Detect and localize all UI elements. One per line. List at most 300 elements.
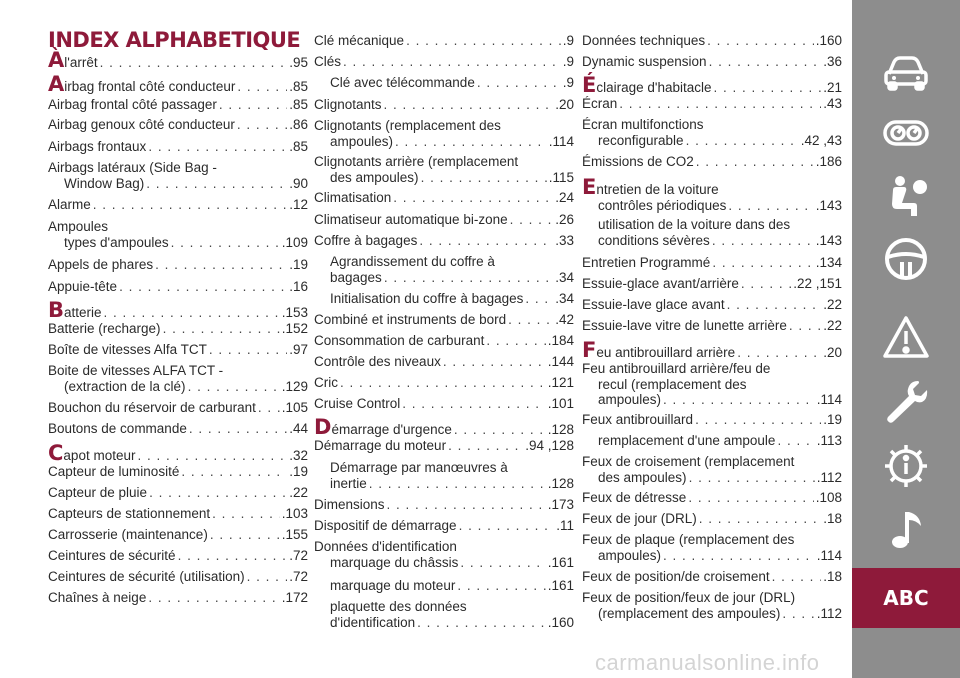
page-number[interactable]: .121 [547,375,574,390]
page-number[interactable]: .22 [823,318,842,333]
entry-label: Batterie (recharge) [48,321,161,336]
index-entry[interactable] [48,197,308,213]
page-number[interactable]: .26 [555,212,574,227]
entry-label: Clé mécanique [314,33,405,48]
entry-label: Boite de vitesses ALFA TCT - [48,363,224,378]
dot-leader [712,233,814,249]
dot-leader [737,345,821,361]
dot-leader [369,476,546,492]
dot-leader [93,197,287,213]
page-number[interactable]: .44 [289,421,308,436]
airbag-seat-icon[interactable] [880,170,932,222]
index-entry[interactable] [48,139,308,155]
entry-label: Agrandissement du coffre à [330,254,495,269]
page-number[interactable]: .19 [289,464,308,479]
index-entry[interactable] [582,154,842,170]
page-number[interactable]: .153 [281,305,308,320]
index-entry[interactable] [48,590,308,606]
dot-leader [525,291,553,307]
entry-label: plaquette des données [330,599,467,614]
dot-leader [686,133,799,149]
page-number[interactable]: .34 [555,291,574,306]
entry-label: Essuie-glace avant/arrière [582,276,739,291]
page-number[interactable]: .24 [555,190,574,205]
entry-label: Boutons de commande [48,421,187,436]
dot-leader [459,518,555,534]
index-entry[interactable] [314,415,574,439]
entry-label: Feux de plaque (remplacement des [582,532,795,547]
page-number[interactable]: .42 ,43 [800,132,842,148]
dot-leader [148,139,287,155]
dot-leader [163,321,280,337]
dot-leader [178,548,288,564]
entry-label: Capteur de luminosité [48,464,180,479]
index-entry[interactable] [314,291,574,307]
page-number[interactable]: .114 [816,547,842,563]
index-entry[interactable] [48,279,308,295]
entry-label: Bouchon du réservoir de carburant [48,400,256,415]
index-letter: C [48,441,64,465]
index-entry[interactable] [314,578,574,594]
dot-leader [188,379,280,395]
page-number[interactable]: .19 [289,257,308,272]
page-number[interactable]: .94 ,128 [525,438,574,453]
index-entry[interactable] [48,117,308,133]
page-number[interactable]: .85 [289,79,308,94]
index-entry[interactable] [582,532,842,563]
page-number[interactable]: .172 [281,590,308,605]
dot-leader [510,212,554,228]
wrench-icon[interactable] [880,375,932,427]
page-number[interactable]: .103 [281,506,308,521]
index-entry[interactable] [48,441,308,465]
dot-leader [709,54,822,70]
watermark: carmanualsonline.info [595,650,820,675]
index-entry[interactable] [314,118,574,149]
dot-leader [387,497,546,513]
index-entry[interactable] [582,338,842,362]
index-entry[interactable] [582,217,842,248]
dot-leader [155,257,287,273]
page-number[interactable]: .42 [555,312,574,327]
dot-leader [258,400,280,416]
dot-leader [119,279,287,295]
page-number[interactable]: .90 [289,175,308,191]
entry-label: Capteur de pluie [48,485,148,500]
entry-label: des ampoules) [598,469,687,485]
page-number[interactable]: .114 [816,392,842,407]
index-entry[interactable] [314,33,574,49]
entry-label: Clignotants arrière (remplacement [314,154,519,169]
entry-label: Feux de jour (DRL) [582,511,697,526]
entry-label: ampoules) [330,133,394,149]
dot-leader [421,170,547,186]
index-entry[interactable] [582,96,842,112]
page-number[interactable]: .22 ,151 [793,276,842,291]
page-number[interactable]: .72 [289,569,308,584]
entry-label: Clés [314,54,342,69]
page-number[interactable]: .20 [555,97,574,112]
entry-label: Essuie-lave glace avant [582,297,725,312]
entry-label: Entretien Programmé [582,255,711,270]
entry-label: Émissions de CO2 [582,154,694,169]
entry-label: Clignotants (remplacement des [314,118,501,133]
dot-leader [619,96,821,112]
index-entry[interactable] [314,233,574,249]
entry-label: clairage d'habitacle [596,80,712,95]
page-number[interactable]: .18 [823,511,842,526]
entry-label: Clé avec télécommande [330,75,475,90]
page-number[interactable]: .18 [823,569,842,584]
index-entry[interactable] [48,569,308,585]
index-entry[interactable] [314,154,574,185]
index-entry[interactable] [314,375,574,391]
dot-leader [384,270,553,286]
entry-label: Appuie-tête [48,279,118,294]
dot-leader [728,198,813,214]
entry-label: des ampoules) [330,169,419,185]
entry-label: Feux de croisement (remplacement [582,454,795,469]
page-number[interactable]: .20 [823,345,842,360]
page-number[interactable]: .95 [289,55,308,70]
index-entry[interactable] [582,297,842,313]
page-number[interactable]: .128 [547,475,574,491]
index-entry[interactable] [582,318,842,334]
dot-leader [448,438,523,454]
entry-label: Feux antibrouillard [582,412,694,427]
index-entry[interactable] [48,257,308,273]
index-entry[interactable] [582,255,842,271]
page-number[interactable]: .34 [555,269,574,285]
page-number[interactable]: .161 [547,554,574,570]
index-entry[interactable] [582,33,842,49]
dot-leader [460,555,545,571]
dot-leader [212,506,280,522]
page-number[interactable]: .85 [289,97,308,112]
dot-leader [406,33,561,49]
dot-leader [477,75,561,91]
index-entry[interactable] [48,160,308,191]
index-entry[interactable] [314,539,574,570]
index-entry[interactable] [582,590,842,621]
entry-label: émarrage d'urgence [331,422,452,437]
page-number[interactable]: .161 [547,578,574,593]
dot-leader [777,433,814,449]
entry-label: Démarrage par manœuvres à [330,460,508,475]
entry-label: Ceintures de sécurité (utilisation) [48,569,245,584]
entry-label: marquage du moteur [330,578,456,593]
entry-label: utilisation de la voiture dans des [598,217,791,232]
index-letter: F [582,338,597,362]
page-number[interactable]: .160 [547,614,574,630]
dot-leader [741,276,791,292]
dot-leader [100,55,288,71]
page-number[interactable]: .155 [281,527,308,542]
entry-label: Alarme [48,197,91,212]
entry-label: remplacement d'une ampoule [598,433,776,448]
dot-leader [782,606,814,622]
entry-label: Dispositif de démarrage [314,518,457,533]
entry-label: Airbag genoux côté conducteur [48,117,235,132]
entry-label: (remplacement des ampoules) [598,605,781,621]
page-number[interactable]: .112 [816,605,842,621]
index-entry[interactable] [314,396,574,412]
page-number[interactable]: .114 [548,133,574,149]
page-number[interactable]: .19 [823,412,842,427]
entry-label: Écran multifonctions [582,117,704,132]
entry-label: conditions sévères [598,232,710,248]
entry-label: Écran [582,96,618,111]
entry-label: Démarrage du moteur [314,438,447,453]
page-number[interactable]: .9 [562,54,574,69]
page-number[interactable]: .22 [289,485,308,500]
dot-leader [209,342,287,358]
index-entry[interactable] [314,460,574,491]
entry-label: Initialisation du coffre à bagages [330,291,524,306]
index-letter: B [48,298,65,322]
entry-label: Window Bag) [64,175,145,191]
index-entry[interactable] [582,361,842,408]
dot-leader [104,305,280,321]
index-entry[interactable] [314,54,574,70]
entry-label: Combiné et instruments de bord [314,312,507,327]
dot-leader [181,464,287,480]
entry-label: Données d'identification [314,539,457,554]
page-number[interactable]: .115 [548,169,574,185]
index-entry[interactable] [48,485,308,501]
entry-label: ampoules) [598,547,662,563]
dot-leader [171,235,280,251]
dot-leader [457,578,545,594]
index-entry[interactable] [314,75,574,91]
entry-label: Boîte de vitesses Alfa TCT [48,342,207,357]
entry-label: bagages [330,269,382,285]
index-entry[interactable] [314,497,574,513]
dot-leader [663,548,815,564]
page-number[interactable]: .160 [815,33,842,48]
index-entry[interactable] [314,312,574,328]
entry-label: Climatiseur automatique bi-zone [314,212,508,227]
dot-leader [219,97,287,113]
entry-label: irbag frontal côté conducteur [64,79,236,94]
dashboard-icon[interactable] [880,107,932,159]
index-entry[interactable] [582,175,842,213]
entry-label: Airbag frontal côté passager [48,97,217,112]
dot-leader [663,392,815,408]
gear-info-icon[interactable] [880,440,932,492]
page-number[interactable]: .97 [289,342,308,357]
index-entry[interactable] [582,117,842,148]
page-number[interactable]: .11 [556,518,574,533]
entry-label: Cric [314,375,338,390]
entry-label: Climatisation [314,190,392,205]
entry-label: Capteurs de stationnement [48,506,211,521]
page-number[interactable]: .184 [547,333,574,348]
dot-leader [689,470,815,486]
page-number[interactable]: .22 [823,297,842,312]
index-entry[interactable] [48,219,308,250]
entry-label: Coffre à bagages [314,233,418,248]
index-entry[interactable] [48,363,308,394]
dot-leader [247,569,288,585]
index-letter: É [582,73,597,97]
page-number[interactable]: .113 [816,433,842,448]
index-entry[interactable] [314,212,574,228]
page-number[interactable]: .108 [815,490,842,505]
page-number[interactable]: .16 [289,279,308,294]
page-number[interactable]: .72 [289,548,308,563]
entry-label: reconfigurable [598,132,684,148]
abc-index-tab[interactable]: ABC [852,568,960,628]
dot-leader [148,590,279,606]
entry-label: contrôles périodiques [598,197,727,213]
page-number[interactable]: .33 [555,233,574,248]
dot-leader [699,511,821,527]
entry-label: Ceintures de sécurité [48,548,176,563]
dot-leader [712,255,813,271]
page-number[interactable]: .186 [815,154,842,169]
index-entry[interactable] [48,321,308,337]
index-entry[interactable] [48,400,308,416]
entry-label: Consommation de carburant [314,333,485,348]
entry-label: Feux de position/de croisement [582,569,770,584]
dot-leader [727,297,822,313]
dot-leader [343,54,561,70]
index-entry[interactable] [314,599,574,630]
entry-label: Contrôle des niveaux [314,354,441,369]
dot-leader [688,490,813,506]
dot-leader [237,79,287,95]
entry-label: Ampoules [48,219,109,234]
page-number[interactable]: .129 [281,378,308,394]
index-entry[interactable] [582,511,842,527]
dot-leader [210,527,280,543]
page-number[interactable]: .43 [823,96,842,111]
entry-label: l'arrêt [64,55,98,70]
index-letter: E [582,175,597,199]
page-number[interactable]: .9 [562,75,574,90]
dot-leader [237,117,287,133]
index-entry[interactable] [314,190,574,206]
entry-label: types d'ampoules [64,234,169,250]
car-icon[interactable] [880,44,932,96]
entry-label: Feu antibrouillard arrière/feu de [582,361,771,376]
entry-label: Appels de phares [48,257,154,272]
entry-label: apot moteur [63,448,136,463]
index-entry[interactable] [48,342,308,358]
dot-leader [417,615,546,631]
index-entry[interactable] [314,354,574,370]
index-entry[interactable] [582,73,842,97]
warning-triangle-icon[interactable] [880,312,932,364]
page-number[interactable]: .21 [823,80,842,95]
index-entry[interactable] [48,506,308,522]
page-number[interactable]: .86 [289,117,308,132]
entry-label: Carrosserie (maintenance) [48,527,208,542]
dot-leader [696,154,814,170]
index-entry[interactable] [582,490,842,506]
dot-leader [789,318,821,334]
dot-leader [393,190,553,206]
index-entry[interactable] [314,254,574,285]
entry-label: d'identification [330,614,416,630]
page-number[interactable]: .85 [289,139,308,154]
entry-label: ampoules) [598,392,662,407]
entry-label: marquage du châssis [330,554,459,570]
page-number[interactable]: .36 [823,54,842,69]
dot-leader [146,176,287,192]
page-number[interactable]: .128 [547,422,574,437]
index-entry[interactable] [48,72,308,96]
index-entry[interactable] [582,54,842,70]
index-entry[interactable] [48,48,308,72]
page-title: INDEX ALPHABETIQUE [48,28,301,52]
dot-leader [419,233,553,249]
page-number[interactable]: .105 [281,400,308,415]
index-entry[interactable] [582,276,842,292]
page-number[interactable]: .12 [289,197,308,212]
page-number[interactable]: .109 [281,234,308,250]
page-number[interactable]: .143 [815,197,842,213]
index-letter: D [314,415,332,439]
index-entry[interactable] [314,97,574,113]
dot-leader [137,448,287,464]
page-number[interactable]: .134 [815,255,842,270]
page-number[interactable]: .9 [562,33,574,48]
dot-leader [707,33,814,49]
page-number[interactable]: .144 [547,354,574,369]
entry-label: Airbags frontaux [48,139,147,154]
index-entry[interactable] [582,569,842,585]
index-entry[interactable] [48,298,308,322]
dot-leader [189,421,287,437]
dot-leader [454,422,546,438]
steering-wheel-icon[interactable] [880,233,932,285]
index-entry[interactable] [582,454,842,485]
index-entry[interactable] [314,438,574,454]
index-entry[interactable] [48,97,308,113]
page-number[interactable]: .112 [816,469,842,485]
page-number[interactable]: .173 [547,497,574,512]
page-number[interactable]: .152 [281,321,308,336]
entry-label: Airbags latéraux (Side Bag - [48,160,217,175]
index-entry[interactable] [48,464,308,480]
dot-leader [340,375,546,391]
index-entry[interactable] [48,421,308,437]
index-entry[interactable] [48,527,308,543]
page-number[interactable]: .101 [547,396,574,411]
dot-leader [714,80,822,96]
music-note-icon[interactable] [880,503,932,555]
entry-label: ntretien de la voiture [596,182,719,197]
index-entry[interactable] [582,412,842,428]
chapter-sidebar [852,0,960,678]
entry-label: Dimensions [314,497,385,512]
dot-leader [395,134,547,150]
index-entry[interactable] [48,548,308,564]
dot-leader [149,485,287,501]
entry-label: recul (remplacement des [598,376,747,392]
dot-leader [772,569,822,585]
index-entry[interactable] [314,333,574,349]
entry-label: atterie [64,305,102,320]
index-entry[interactable] [582,433,842,449]
page-number[interactable]: .143 [815,232,842,248]
entry-label: Données techniques [582,33,706,48]
index-letter: À [48,48,65,72]
page-number[interactable]: .32 [289,448,308,463]
index-entry[interactable] [314,518,574,534]
